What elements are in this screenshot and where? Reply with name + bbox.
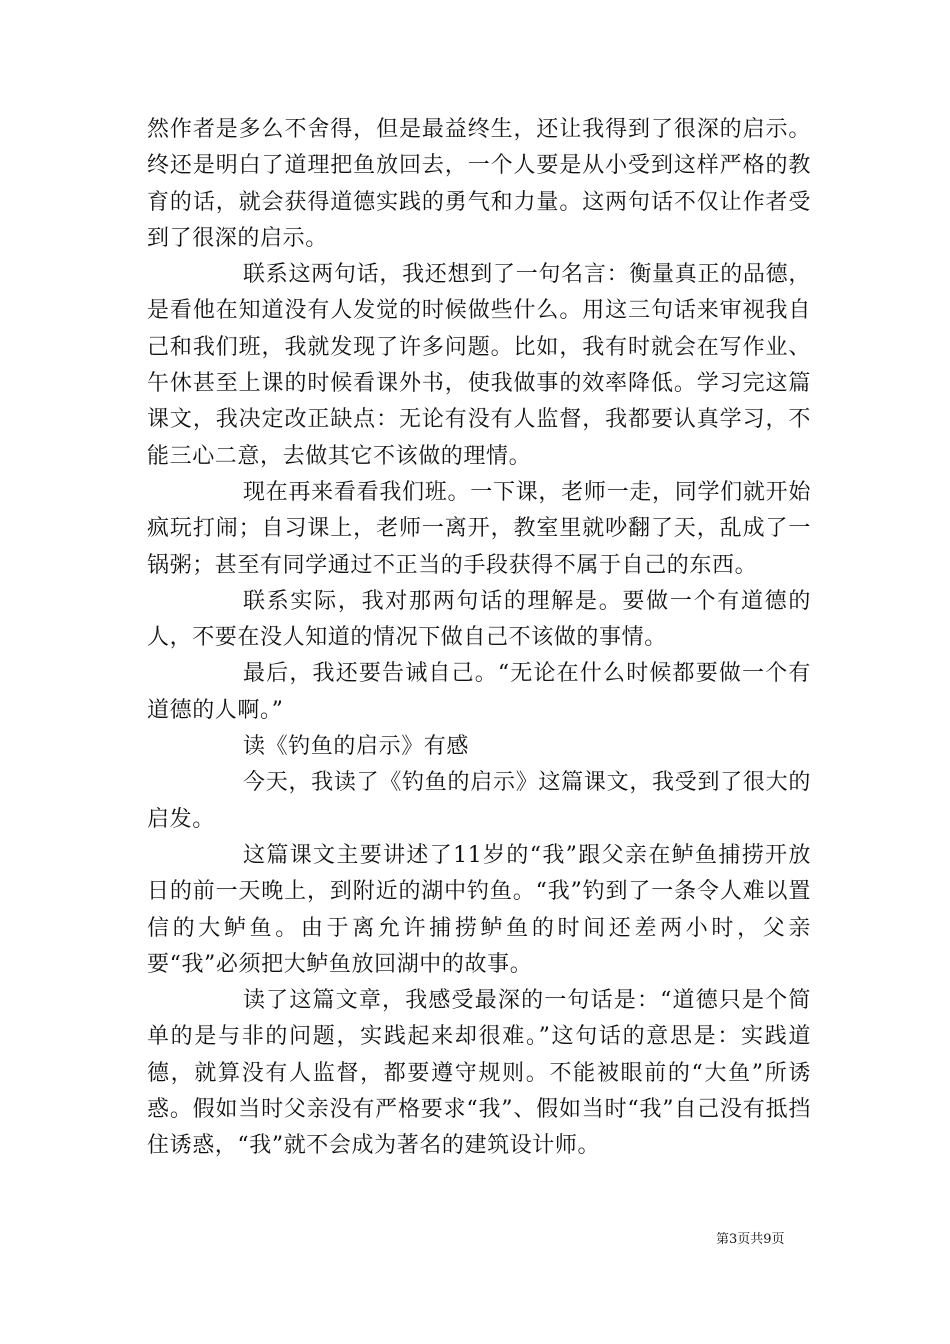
paragraph: 现在再来看看我们班。一下课，老师一走，同学们就开始疯玩打闹；自习课上，老师一离开，教室里就吵翻了天，乱成了一锅粥；甚至有同学通过不正当的手段获得不属于自己的东西。 (147, 479, 811, 578)
paragraph: 最后，我还要告诫自己。“无论在什么时候都要做一个有道德的人啊。” (147, 661, 811, 723)
paragraph-continuation: 然作者是多么不舍得，但是最益终生，还让我得到了很深的启示。终还是明白了道理把鱼放回去，一个人要是从小受到这样严格的教育的话，就会获得道德实践的勇气和力量。这两句话不仅让作者受到了很深的启示。 (147, 117, 811, 251)
paragraph: 联系实际，我对那两句话的理解是。要做一个有道德的人，不要在没人知道的情况下做自己不该做的事情。 (147, 588, 811, 651)
body-text (147, 112, 811, 1165)
page-number: 第3页共9页 (716, 1232, 785, 1247)
paragraph: 读了这篇文章，我感受最深的一句话是：“道德只是个简单的是与非的问题，实践起来却很难。”这句话的意思是：实践道德，就算没有人监督，都要遵守规则。不能被眼前的“大鱼”所诱惑。假如当时父亲没有严格要求“我”、假如当时“我”自己没有抵挡住诱惑，“我”就不会成为著名的建筑设计师。 (147, 988, 811, 1159)
paragraph: 这篇课文主要讲述了11岁的“我”跟父亲在鲈鱼捕捞开放日的前一天晚上，到附近的湖中钓鱼。“我”钓到了一条令人难以置信的大鲈鱼。由于离允许捕捞鲈鱼的时间还差两小时，父亲要“我”必须把大鲈鱼放回湖中的故事。 (147, 842, 811, 977)
paragraph: 今天，我读了《钓鱼的启示》这篇课文，我受到了很大的启发。 (147, 770, 811, 832)
paragraph: 联系这两句话，我还想到了一句名言：衡量真正的品德，是看他在知道没有人发觉的时候做些什么。用这三句话来审视我自己和我们班，我就发现了许多问题。比如，我有时就会在写作业、午休甚至上课的时候看课外书，使我做事的效率降低。学习完这篇课文，我决定改正缺点：无论有没有人监督，我都要认真学习，不能三心二意，去做其它不该做的理情。 (147, 262, 811, 469)
section-title: 读《钓鱼的启示》有感 (243, 734, 470, 760)
